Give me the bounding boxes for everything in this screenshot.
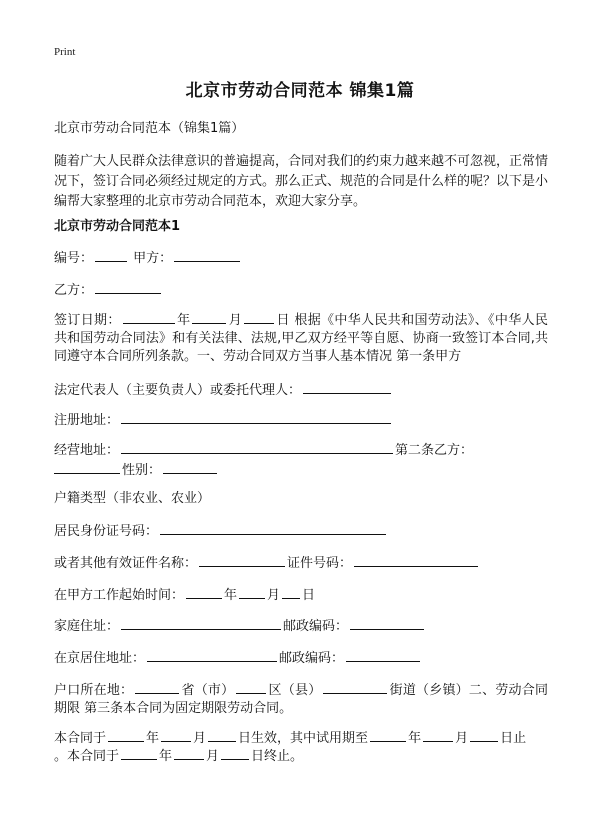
cert-number-blank: [354, 553, 478, 567]
sign-basis-text: 根据《中华人民共和国劳动法》、《中华人民共和国劳动合同法》和有关法律、法规,甲乙双方经平等自愿、协商一致签订本合同,共同遵守本合同所列条款。一、劳动合同双方当事人基本情况 第一条甲方: [54, 313, 548, 364]
term-end-year-blank: [121, 746, 157, 760]
start-year-label: 年: [224, 588, 238, 603]
reg-address-label: 注册地址：: [54, 413, 120, 428]
term-start-label: 本合同于: [54, 731, 107, 746]
home-address-row: [54, 616, 548, 636]
id-number-blank: [160, 521, 386, 535]
term-start-year-blank: [108, 728, 144, 742]
number-blank: [95, 248, 127, 262]
biz-address-label: 经营地址：: [54, 443, 120, 458]
term-start-row: [54, 728, 548, 748]
probation-month-blank: [423, 728, 453, 742]
term-start-month-label: 月: [193, 731, 207, 746]
sign-date-label: 签订日期：: [54, 313, 121, 328]
probation-month-label: 月: [455, 731, 469, 746]
term-end-suffix: 日终止。: [251, 749, 304, 764]
term-start-month-blank: [161, 728, 191, 742]
bj-address-label: 在京居住地址：: [54, 651, 146, 666]
hukou-district-blank: [236, 680, 266, 694]
biz-address-row: [54, 440, 548, 460]
hukou-type-row: 户籍类型（非农业、农业）: [54, 491, 211, 506]
effective-probation-text: 日生效，其中试用期至: [238, 731, 369, 746]
party-b-blank: [95, 280, 161, 294]
street-tail-text: 街道（乡镇）二、劳动合同期限 第三条本合同为固定期限劳动合同。: [54, 683, 548, 716]
district-label: 区（县）: [268, 683, 322, 698]
party-b-name-blank: [54, 460, 120, 474]
start-time-label: 在甲方工作起始时间：: [54, 588, 185, 603]
start-year-blank: [186, 585, 222, 599]
article2-label: 第二条乙方：: [395, 443, 474, 458]
party-a-label: 甲方：: [133, 251, 173, 266]
gender-label: 性别：: [122, 463, 162, 478]
sign-day-label: 日: [276, 313, 290, 328]
start-month-label: 月: [267, 588, 281, 603]
sign-month-label: 月: [228, 313, 243, 328]
hukou-street-blank: [323, 680, 387, 694]
party-b-gender-row: [54, 460, 548, 480]
section-heading: 北京市劳动合同范本1: [54, 219, 181, 234]
province-label: 省（市）: [181, 683, 235, 698]
legal-rep-blank: [303, 380, 391, 394]
document-title: 北京市劳动合同范本 锦集1篇: [185, 81, 415, 101]
intro-paragraph: 随着广大人民群众法律意识的普遍提高，合同对我们的约束力越来越不可忽视，正常情况下，签订合同必须经过规定的方式。那么正式、规范的合同是什么样的呢？以下是小编帮大家整理的北京市劳动合同范本，欢迎大家分享。: [54, 154, 549, 209]
home-postal-blank: [350, 616, 424, 630]
term-start-year-label: 年: [146, 731, 160, 746]
document-subtitle: 北京市劳动合同范本（锦集1篇）: [54, 121, 245, 136]
term-start-day-blank: [208, 728, 236, 742]
number-label: 编号：: [54, 251, 94, 266]
home-address-blank: [121, 616, 281, 630]
reg-address-row: [54, 410, 548, 430]
sign-month-blank: [192, 310, 226, 324]
hukou-province-blank: [135, 680, 179, 694]
id-number-row: [54, 521, 548, 541]
legal-rep-label: 法定代表人（主要负责人）或委托代理人：: [54, 383, 302, 398]
party-a-blank: [174, 248, 240, 262]
probation-year-blank: [370, 728, 406, 742]
term-end-day-blank: [221, 746, 249, 760]
other-id-label: 或者其他有效证件名称：: [54, 556, 198, 571]
probation-year-label: 年: [408, 731, 422, 746]
term-end-prefix: 。本合同于: [54, 749, 120, 764]
biz-address-blank: [121, 440, 393, 454]
start-day-blank: [282, 585, 300, 599]
start-time-row: [54, 585, 548, 605]
term-end-month-label: 月: [206, 749, 220, 764]
legal-rep-row: [54, 380, 548, 400]
reg-address-blank: [121, 410, 391, 424]
home-address-label: 家庭住址：: [54, 619, 120, 634]
home-postal-label: 邮政编码：: [283, 619, 349, 634]
number-party-a-row: [54, 248, 548, 268]
party-b-label: 乙方：: [54, 283, 94, 298]
hukou-location-label: 户口所在地：: [54, 683, 134, 698]
bj-address-blank: [147, 648, 277, 662]
bj-postal-blank: [346, 648, 420, 662]
probation-ends-label: 日止: [500, 731, 527, 746]
other-id-blank: [199, 553, 285, 567]
sign-date-paragraph: [54, 310, 548, 366]
start-day-label: 日: [302, 588, 316, 603]
sign-year-blank: [123, 310, 175, 324]
other-id-row: [54, 553, 548, 573]
id-number-label: 居民身份证号码：: [54, 524, 159, 539]
print-link[interactable]: Print: [54, 46, 76, 58]
term-end-month-blank: [174, 746, 204, 760]
term-end-row: [54, 746, 548, 766]
term-end-year-label: 年: [159, 749, 173, 764]
bj-address-row: [54, 648, 548, 668]
gender-blank: [163, 460, 217, 474]
sign-year-label: 年: [176, 313, 191, 328]
bj-postal-label: 邮政编码：: [279, 651, 345, 666]
hukou-location-paragraph: [54, 680, 548, 718]
probation-day-blank: [470, 728, 498, 742]
sign-day-blank: [244, 310, 274, 324]
cert-number-label: 证件号码：: [287, 556, 353, 571]
party-b-row: [54, 280, 548, 300]
start-month-blank: [239, 585, 265, 599]
